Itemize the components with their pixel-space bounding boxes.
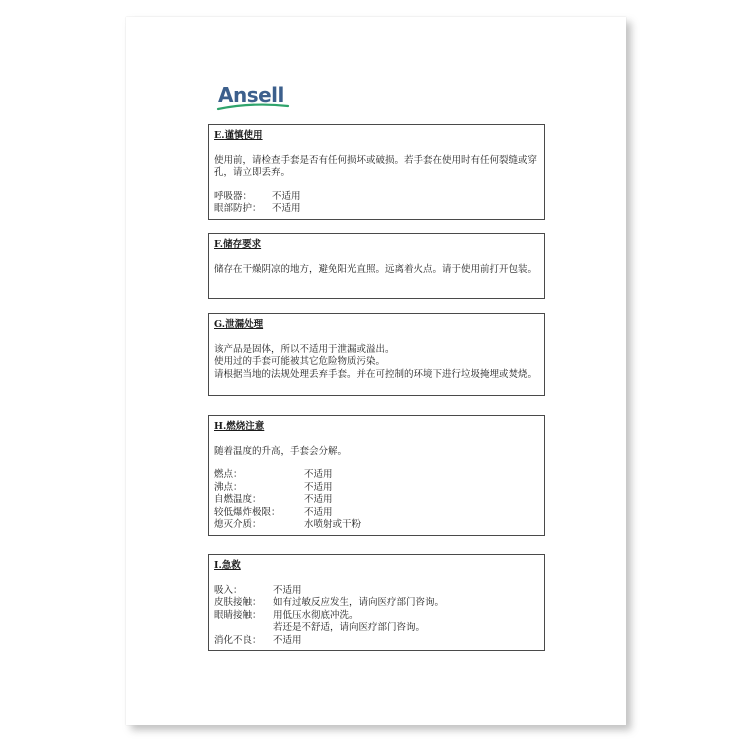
section-e-box xyxy=(208,124,545,220)
section-h-box xyxy=(208,415,545,536)
section-g-line: 该产品是固体，所以不适用于泄漏或溢出。 xyxy=(214,343,395,355)
row-key: 消化不良： xyxy=(214,634,262,646)
section-h-row xyxy=(214,494,539,507)
section-h-row xyxy=(214,507,539,520)
row-key: 呼吸器： xyxy=(214,190,253,202)
row-key: 沸点： xyxy=(214,481,243,493)
logo-text: Ansell xyxy=(218,83,284,107)
row-value: 不适用 xyxy=(304,506,333,518)
section-g-title: G.泄漏处理 xyxy=(214,319,264,330)
section-i-row xyxy=(214,585,539,598)
row-key: 较低爆炸极限： xyxy=(214,506,281,518)
row-value: 不适用 xyxy=(272,190,301,202)
row-key: 眼部防护： xyxy=(214,203,262,214)
row-key: 眼睛接触： xyxy=(214,609,262,621)
section-h-row xyxy=(214,519,539,532)
section-f-text: 储存在干燥阴凉的地方，避免阳光直照。远离着火点。请于使用前打开包装。 xyxy=(214,263,538,275)
section-i-row xyxy=(214,597,539,610)
section-h-title: H.燃烧注意 xyxy=(214,421,265,432)
section-i-row xyxy=(214,610,539,623)
logo-swoosh-icon xyxy=(216,100,290,112)
section-g-line: 使用过的手套可能被其它危险物质污染。 xyxy=(214,356,386,367)
section-e-text: 使用前，请检查手套是否有任何损坏或破损。若手套在使用时有任何裂缝或穿孔，请立即丢弃。 xyxy=(214,154,538,178)
section-f-title: F.储存要求 xyxy=(214,239,262,250)
row-value: 如有过敏反应发生，请向医疗部门咨询。 xyxy=(273,597,445,608)
section-e-row xyxy=(214,191,539,204)
row-key: 熄灭介质： xyxy=(214,519,262,530)
section-h-text: 随着温度的升高，手套会分解。 xyxy=(214,445,348,457)
row-value: 不适用 xyxy=(273,584,302,596)
row-key xyxy=(214,622,273,635)
row-key: 吸入： xyxy=(214,584,243,596)
row-value: 不适用 xyxy=(304,469,333,480)
row-value: 用低压水彻底冲洗。 xyxy=(273,609,359,621)
section-i-row xyxy=(214,622,539,635)
document-page xyxy=(126,17,626,725)
section-h-row xyxy=(214,469,539,482)
section-h-row xyxy=(214,482,539,495)
ansell-logo xyxy=(218,83,290,113)
row-value: 不适用 xyxy=(304,481,333,493)
section-i-row xyxy=(214,635,539,648)
row-value: 若还是不舒适，请向医疗部门咨询。 xyxy=(273,622,426,633)
section-e-row xyxy=(214,203,539,216)
section-g-line: 请根据当地的法规处理丢弃手套。并在可控制的环境下进行垃圾掩埋或焚烧。 xyxy=(214,368,538,380)
row-key: 自燃温度： xyxy=(214,494,262,505)
row-value: 不适用 xyxy=(273,634,302,646)
row-key: 燃点： xyxy=(214,469,243,480)
section-e-title: E.谨慎使用 xyxy=(214,130,263,141)
row-key: 皮肤接触： xyxy=(214,597,262,608)
section-i-title: I.急救 xyxy=(214,560,241,571)
section-f-box xyxy=(208,233,545,299)
row-value: 水喷射或干粉 xyxy=(304,519,362,530)
row-value: 不适用 xyxy=(272,203,301,214)
section-g-box xyxy=(208,313,545,396)
row-value: 不适用 xyxy=(304,494,333,505)
section-i-box xyxy=(208,554,545,651)
